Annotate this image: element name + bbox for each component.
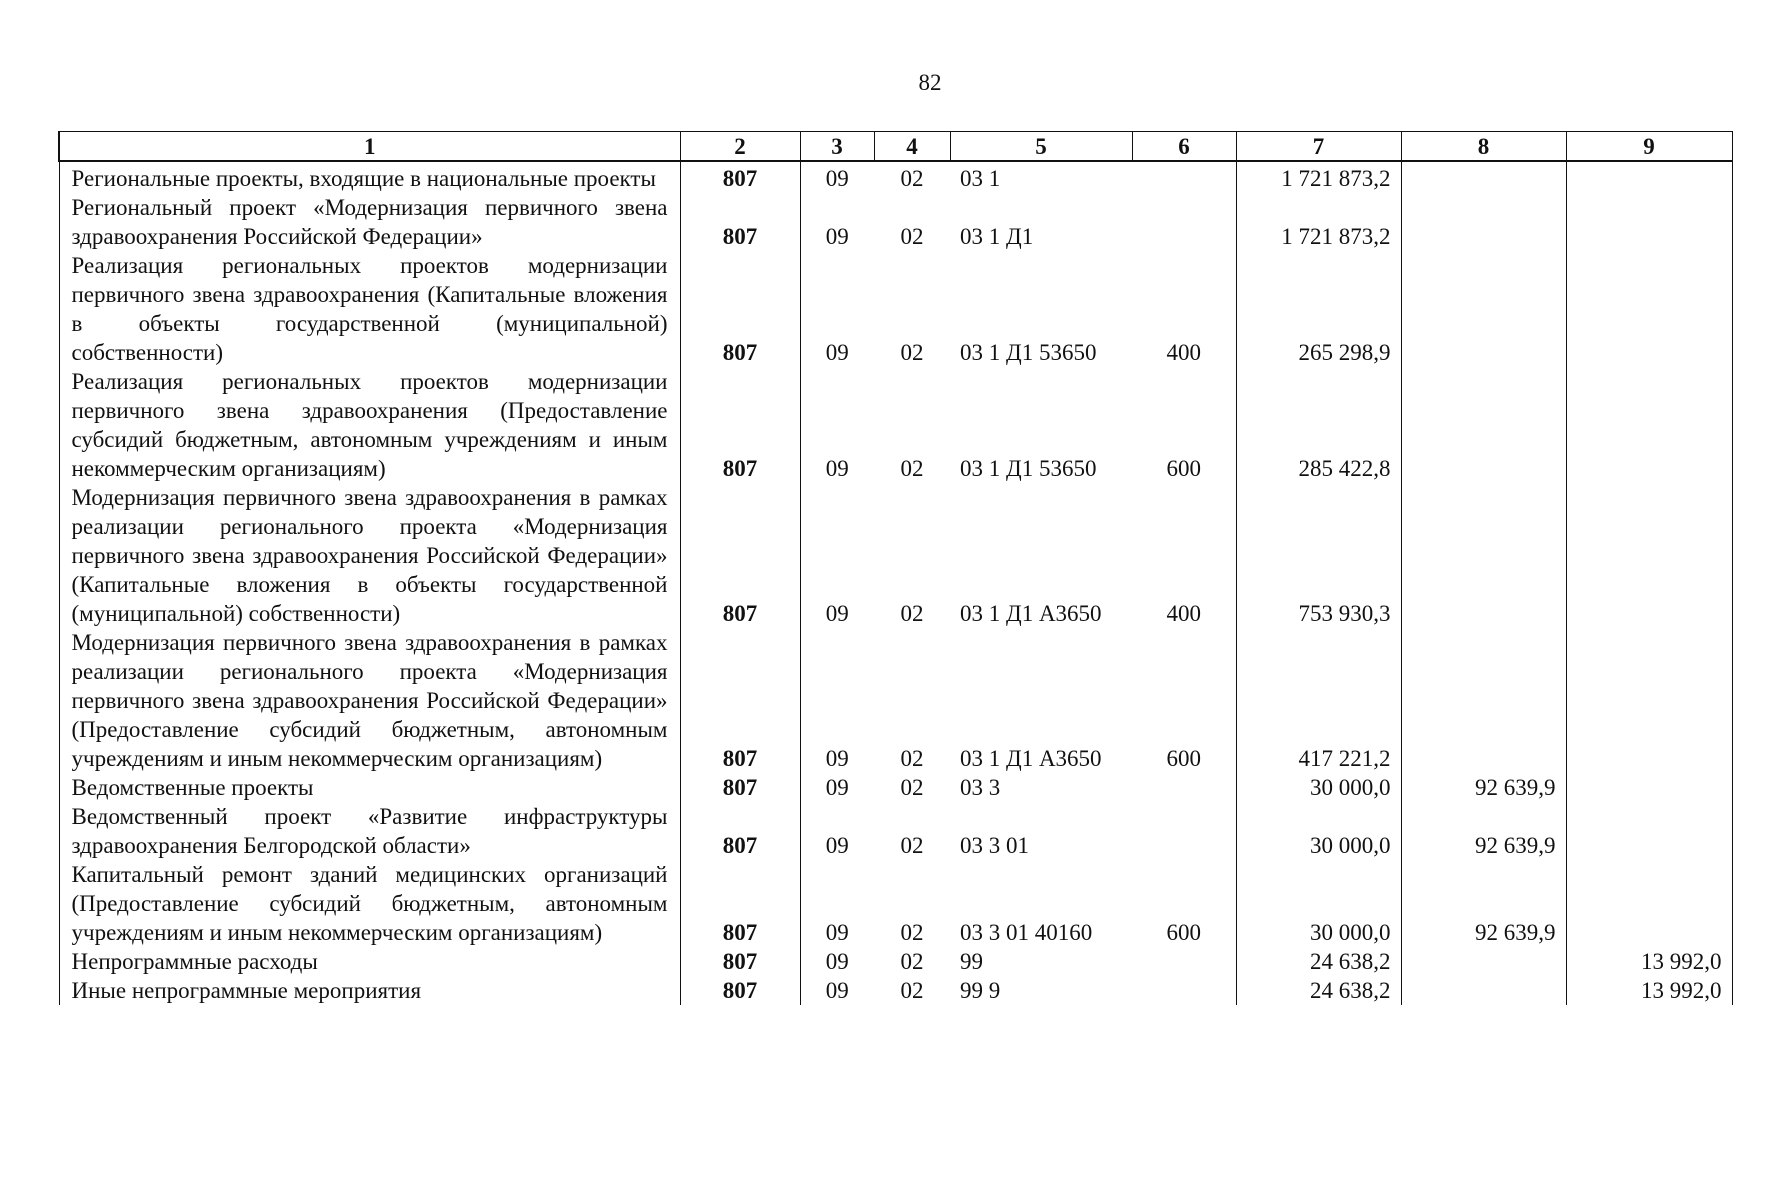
row-target-article-cell: 03 3 01 40160	[960, 920, 1093, 945]
header-cell-3: 3	[800, 132, 874, 162]
row-amount-9-cell	[1566, 367, 1732, 483]
row-expense-type-cell	[1132, 976, 1236, 1005]
row-amount-7-cell: 285 422,8	[1236, 367, 1401, 483]
row-amount-7-cell: 30 000,0	[1236, 860, 1401, 947]
row-amount-8-cell: 92 639,9	[1401, 802, 1566, 860]
row-expense-type-cell: 600	[1132, 860, 1236, 947]
row-grbs-cell: 807	[680, 860, 800, 947]
row-grbs-cell: 807	[680, 161, 800, 193]
row-subsection-cell: 02	[900, 601, 924, 626]
table-body	[59, 161, 1732, 1005]
row-amount-9-cell: 13 992,0	[1566, 976, 1732, 1005]
table-row	[59, 860, 1732, 947]
row-amount-9-cell	[1566, 773, 1732, 802]
row-target-article-cell: 99	[960, 949, 983, 974]
row-name-cell: Иные непрограммные мероприятия	[59, 976, 680, 1005]
row-amount-8-cell	[1401, 947, 1566, 976]
row-section-cell: 09	[800, 802, 874, 860]
row-section-cell: 09	[800, 976, 874, 1005]
row-amount-9-cell	[1566, 251, 1732, 367]
row-amount-7-cell: 1 721 873,2	[1236, 193, 1401, 251]
row-amount-8-cell	[1401, 483, 1566, 628]
table-row	[59, 193, 1732, 251]
header-cell-4: 4	[874, 132, 950, 162]
row-subsection-cell: 02	[900, 978, 924, 1003]
row-amount-7-cell: 1 721 873,2	[1236, 161, 1401, 193]
table-row	[59, 947, 1732, 976]
row-amount-7-cell: 24 638,2	[1236, 947, 1401, 976]
row-grbs-cell: 807	[680, 802, 800, 860]
row-amount-9-cell	[1566, 161, 1732, 193]
page-number: 82	[918, 70, 942, 95]
row-name-cell: Непрограммные расходы	[59, 947, 680, 976]
row-amount-8-cell	[1401, 976, 1566, 1005]
header-cell-5: 5	[950, 132, 1132, 162]
row-expense-type-cell	[1132, 802, 1236, 860]
row-target-article-cell: 03 1 Д1 А3650	[960, 746, 1102, 771]
row-amount-8-cell	[1401, 251, 1566, 367]
row-section-cell: 09	[800, 193, 874, 251]
row-subsection-cell: 02	[900, 949, 924, 974]
row-expense-type-cell: 400	[1132, 251, 1236, 367]
budget-table	[58, 131, 1733, 1005]
row-name-cell: Модернизация первичного звена здравоохранения в рамках реализации регионального проекта «Модернизация первичного звена здравоохранения Российской Федерации» (Капитальные вложения в объекты государственной (муниципальной) собственности)	[59, 483, 680, 628]
table-row	[59, 367, 1732, 483]
row-subsection-cell: 02	[900, 166, 924, 191]
row-amount-7-cell: 30 000,0	[1236, 773, 1401, 802]
table-row	[59, 161, 1732, 193]
row-target-article-cell: 03 1 Д1 А3650	[960, 601, 1102, 626]
table-row	[59, 251, 1732, 367]
row-section-cell: 09	[800, 483, 874, 628]
row-target-article-cell: 03 3 01	[960, 833, 1029, 858]
row-amount-9-cell	[1566, 860, 1732, 947]
table-row	[59, 483, 1732, 628]
row-amount-7-cell: 417 221,2	[1236, 628, 1401, 773]
row-amount-7-cell: 30 000,0	[1236, 802, 1401, 860]
header-cell-7: 7	[1236, 132, 1401, 162]
row-section-cell: 09	[800, 251, 874, 367]
row-target-article-cell: 99 9	[960, 978, 1001, 1003]
row-amount-8-cell	[1401, 193, 1566, 251]
row-grbs-cell: 807	[680, 483, 800, 628]
row-grbs-cell: 807	[680, 367, 800, 483]
row-target-article-cell: 03 1	[960, 166, 1001, 191]
row-grbs-cell: 807	[680, 193, 800, 251]
row-expense-type-cell: 400	[1132, 483, 1236, 628]
row-section-cell: 09	[800, 367, 874, 483]
row-grbs-cell: 807	[680, 947, 800, 976]
row-amount-8-cell	[1401, 628, 1566, 773]
table-row	[59, 976, 1732, 1005]
table-row	[59, 802, 1732, 860]
table-header	[59, 132, 1732, 162]
header-row	[59, 132, 1732, 162]
row-target-article-cell: 03 3	[960, 775, 1001, 800]
row-amount-8-cell	[1401, 161, 1566, 193]
row-grbs-cell: 807	[680, 628, 800, 773]
row-expense-type-cell	[1132, 161, 1236, 193]
row-subsection-cell: 02	[900, 833, 924, 858]
row-amount-8-cell	[1401, 367, 1566, 483]
header-cell-8: 8	[1401, 132, 1566, 162]
row-expense-type-cell: 600	[1132, 628, 1236, 773]
row-section-cell: 09	[800, 860, 874, 947]
row-amount-9-cell	[1566, 802, 1732, 860]
row-subsection-cell: 02	[900, 920, 924, 945]
row-subsection-cell: 02	[900, 775, 924, 800]
row-section-cell: 09	[800, 947, 874, 976]
row-amount-9-cell	[1566, 193, 1732, 251]
row-expense-type-cell	[1132, 193, 1236, 251]
row-section-cell: 09	[800, 628, 874, 773]
table-row	[59, 628, 1732, 773]
row-grbs-cell: 807	[680, 773, 800, 802]
row-expense-type-cell	[1132, 773, 1236, 802]
row-expense-type-cell: 600	[1132, 367, 1236, 483]
header-cell-6: 6	[1132, 132, 1236, 162]
row-name-cell: Капитальный ремонт зданий медицинских организаций (Предоставление субсидий бюджетным, автономным учреждениям и иным некоммерческим организациям)	[59, 860, 680, 947]
row-amount-8-cell: 92 639,9	[1401, 773, 1566, 802]
row-amount-9-cell: 13 992,0	[1566, 947, 1732, 976]
row-amount-7-cell: 265 298,9	[1236, 251, 1401, 367]
row-target-article-cell: 03 1 Д1 53650	[960, 456, 1097, 481]
row-name-cell: Ведомственные проекты	[59, 773, 680, 802]
row-amount-9-cell	[1566, 483, 1732, 628]
row-amount-7-cell: 24 638,2	[1236, 976, 1401, 1005]
row-amount-8-cell: 92 639,9	[1401, 860, 1566, 947]
row-subsection-cell: 02	[900, 456, 924, 481]
header-cell-2: 2	[680, 132, 800, 162]
row-name-cell: Региональный проект «Модернизация первичного звена здравоохранения Российской Федерации»	[59, 193, 680, 251]
row-grbs-cell: 807	[680, 251, 800, 367]
header-cell-1: 1	[59, 132, 680, 162]
row-name-cell: Реализация региональных проектов модернизации первичного звена здравоохранения (Капитальные вложения в объекты государственной (муниципальной) собственности)	[59, 251, 680, 367]
row-name-cell: Ведомственный проект «Развитие инфраструктуры здравоохранения Белгородской области»	[59, 802, 680, 860]
row-subsection-cell: 02	[900, 224, 924, 249]
row-target-article-cell: 03 1 Д1	[960, 224, 1034, 249]
row-target-article-cell: 03 1 Д1 53650	[960, 340, 1097, 365]
row-name-cell: Реализация региональных проектов модернизации первичного звена здравоохранения (Предоставление субсидий бюджетным, автономным учреждениям и иным некоммерческим организациям)	[59, 367, 680, 483]
header-cell-9: 9	[1566, 132, 1732, 162]
row-section-cell: 09	[800, 161, 874, 193]
row-amount-7-cell: 753 930,3	[1236, 483, 1401, 628]
table-row	[59, 773, 1732, 802]
row-name-cell: Региональные проекты, входящие в национальные проекты	[59, 161, 680, 193]
row-subsection-cell: 02	[900, 340, 924, 365]
row-section-cell: 09	[800, 773, 874, 802]
row-expense-type-cell	[1132, 947, 1236, 976]
row-grbs-cell: 807	[680, 976, 800, 1005]
row-name-cell: Модернизация первичного звена здравоохранения в рамках реализации регионального проекта «Модернизация первичного звена здравоохранения Российской Федерации» (Предоставление субсидий бюджетным, автономным учреждениям и иным некоммерческим организациям)	[59, 628, 680, 773]
row-amount-9-cell	[1566, 628, 1732, 773]
row-subsection-cell: 02	[900, 746, 924, 771]
